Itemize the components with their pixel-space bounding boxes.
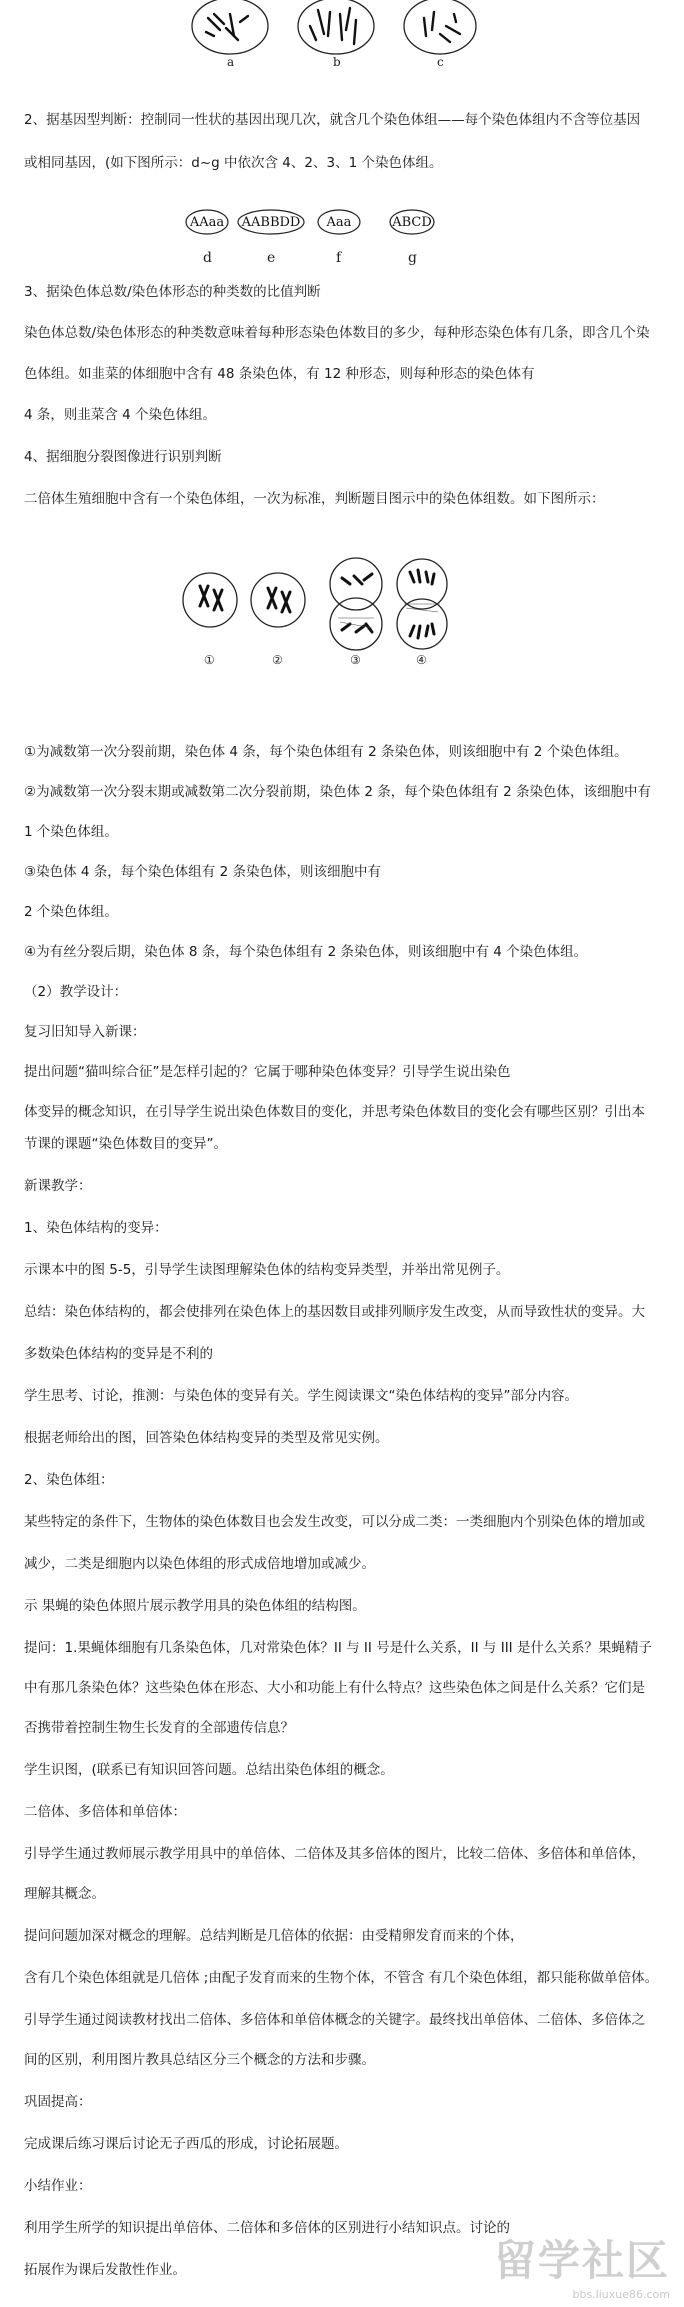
para-46: 拓展作为课后发散性作业。 xyxy=(24,2261,186,2278)
fig3-label-1: ① xyxy=(204,653,215,667)
watermark-url: bbs.liuxue86.com xyxy=(572,2288,670,2301)
cell-division-diagram xyxy=(178,548,468,670)
para-17: 提出问题“猫叫综合征”是怎样引起的？它属于哪种染色体变异？引导学生说出染色 xyxy=(24,1063,511,1080)
para-13: 2 个染色体组。 xyxy=(24,903,118,920)
fig2-label-e: e xyxy=(267,250,276,266)
para-36: 引导学生通过教师展示教学用具中的单倍体、二倍体及其多倍体的图片，比较二倍体、多倍体和单倍体， xyxy=(24,1845,645,1862)
para-9: ①为减数第一次分裂前期，染色体 4 条，每个染色体组有 2 条染色体，则该细胞中有 2 个染色体组。 xyxy=(24,743,628,760)
para-22: 示课本中的图 5-5，引导学生读图理解染色体的结构变异类型，并举出常见例子。 xyxy=(24,1261,510,1278)
para-6: 4 条，则韭菜含 4 个染色体组。 xyxy=(24,406,217,423)
para-2: 或相同基因，(如下图所示：d~g 中依次含 4、2、3、1 个染色体组。 xyxy=(24,154,443,171)
para-44: 小结作业： xyxy=(24,2177,92,2194)
para-14: ④为有丝分裂后期，染色体 8 条，每个染色体组有 2 条染色体，则该细胞中有 4 个染色体组。 xyxy=(24,943,588,960)
para-33: 否携带着控制生物生长发育的全部遗传信息？ xyxy=(24,1719,294,1736)
fig1-label-b: b xyxy=(333,55,341,69)
para-23: 总结：染色体结构的，都会使排列在染色体上的基因数目或排列顺序发生改变，从而导致性状的变异。大 xyxy=(24,1303,645,1320)
para-19: 节课的课题“染色体数目的变异”。 xyxy=(24,1135,227,1152)
para-4: 染色体总数/染色体形态的种类数意味着每种形态染色体数目的多少，每种形态染色体有几条，即含几个染 xyxy=(24,324,650,341)
fig3-label-4: ④ xyxy=(416,653,427,667)
para-45: 利用学生所学的知识提出单倍体、二倍体和多倍体的区别进行小结知识点。讨论的 xyxy=(24,2219,510,2236)
fig1-label-c: c xyxy=(437,55,444,69)
para-8: 二倍体生殖细胞中含有一个染色体组，一次为标准，判断题目图示中的染色体组数。如下图所示： xyxy=(24,490,605,507)
para-32: 中有那几条染色体？这些染色体在形态、大小和功能上有什么特点？这些染色体之间是什么关系？它们是 xyxy=(24,1679,645,1696)
para-25: 学生思考、讨论，推测：与染色体的变异有关。学生阅读课文“染色体结构的变异”部分内容。 xyxy=(24,1387,578,1404)
genotype-d: AAaa xyxy=(189,215,225,230)
para-15: （2）教学设计： xyxy=(24,983,128,1000)
para-41: 间的区别，利用图片教具总结区分三个概念的方法和步骤。 xyxy=(24,2051,375,2068)
watermark xyxy=(494,2228,670,2301)
para-29: 减少，二类是细胞内以染色体组的形式成倍地增加或减少。 xyxy=(24,1555,375,1572)
fig2-label-g: g xyxy=(408,250,417,266)
para-38: 提问问题加深对概念的理解。总结判断是几倍体的依据：由受精卵发育而来的个体， xyxy=(24,1927,524,1944)
para-20: 新课教学： xyxy=(24,1177,92,1194)
para-12: ③染色体 4 条，每个染色体组有 2 条染色体，则该细胞中有 xyxy=(24,863,381,880)
para-39: 含有几个染色体组就是几倍体 ;由配子发育而来的生物个体，不管含 有几个染色体组，都只能称做单倍体。 xyxy=(24,1969,659,1986)
genotype-e: AABBDD xyxy=(241,215,301,230)
genotype-f: Aaa xyxy=(326,215,352,230)
fig3-label-2: ② xyxy=(272,653,283,667)
genotype-g: ABCD xyxy=(392,215,432,230)
cell-diagram-abc xyxy=(178,0,498,70)
fig2-label-f: f xyxy=(336,250,342,266)
para-24: 多数染色体结构的变异是不利的 xyxy=(24,1345,213,1362)
para-28: 某些特定的条件下，生物体的染色体数目也会发生改变，可以分成二类：一类细胞内个别染色体的增加或 xyxy=(24,1513,645,1530)
para-31: 提问：1.果蝇体细胞有几条染色体，几对常染色体？II 与 II 号是什么关系，II 与 III 是什么关系？果蝇精子 xyxy=(24,1639,652,1656)
para-40: 引导学生通过阅读教材找出二倍体、多倍体和单倍体概念的关键字。最终找出单倍体、二倍体、多倍体之 xyxy=(24,2011,645,2028)
fig1-label-a: a xyxy=(227,55,235,69)
fig2-label-d: d xyxy=(203,250,212,266)
para-1: 2、据基因型判断：控制同一性状的基因出现几次，就含几个染色体组——每个染色体组内不含等位基因 xyxy=(24,111,641,128)
genotype-diagram xyxy=(185,206,485,268)
para-26: 根据老师给出的图，回答染色体结构变异的类型及常见实例。 xyxy=(24,1429,389,1446)
para-43: 完成课后练习课后讨论无子西瓜的形成，讨论拓展题。 xyxy=(24,2135,348,2152)
para-34: 学生识图，(联系已有知识回答问题。总结出染色体组的概念。 xyxy=(24,1761,394,1778)
para-35: 二倍体、多倍体和单倍体： xyxy=(24,1803,186,1820)
para-11: 1 个染色体组。 xyxy=(24,823,118,840)
para-5: 色体组。如韭菜的体细胞中含有 48 条染色体，有 12 种形态，则每种形态的染色体有 xyxy=(24,365,535,382)
para-21: 1、染色体结构的变异： xyxy=(24,1219,168,1236)
para-42: 巩固提高： xyxy=(24,2093,92,2110)
para-3: 3、据染色体总数/染色体形态的种类数的比值判断 xyxy=(24,283,321,300)
para-37: 理解其概念。 xyxy=(24,1885,105,1902)
watermark-logo: 留学社区 xyxy=(493,2236,670,2285)
para-16: 复习旧知导入新课： xyxy=(24,1023,146,1040)
fig3-label-3: ③ xyxy=(350,653,361,667)
para-10: ②为减数第一次分裂末期或减数第二次分裂前期，染色体 2 条，每个染色体组有 2 条染色体，该细胞中有 xyxy=(24,783,651,800)
para-27: 2、染色体组： xyxy=(24,1471,114,1488)
para-30: 示 果蝇的染色体照片展示教学用具的染色体组的结构图。 xyxy=(24,1597,366,1614)
para-18: 体变异的概念知识，在引导学生说出染色体数目的变化，并思考染色体数目的变化会有哪些区别？引出本 xyxy=(24,1103,645,1120)
para-7: 4、据细胞分裂图像进行识别判断 xyxy=(24,448,222,465)
